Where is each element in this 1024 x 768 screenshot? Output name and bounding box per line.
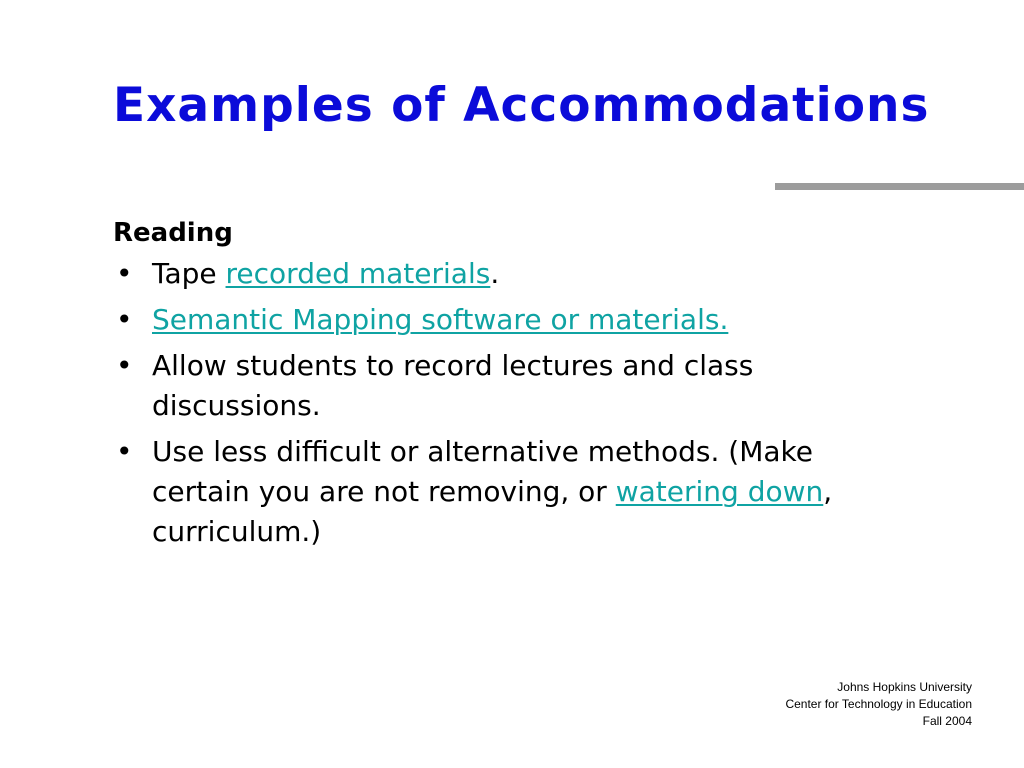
bullet-text: curriculum.) [152, 515, 322, 548]
bullet-text: Allow students to record lectures and class [152, 349, 754, 382]
footer [785, 679, 972, 730]
footer-date: Fall 2004 [922, 714, 972, 728]
list-item [113, 254, 973, 294]
bullet-text: , [823, 475, 833, 508]
list-item [113, 300, 973, 340]
section-heading: Reading [113, 218, 233, 248]
bullet-icon: • [116, 303, 133, 336]
slide-title: Examples of Accommodations [113, 78, 930, 133]
footer-center: Center for Technology in Education [785, 697, 972, 711]
bullet-text: discussions. [152, 389, 321, 422]
slide-content [113, 214, 973, 558]
bullet-icon: • [116, 349, 133, 382]
semantic-mapping-link[interactable]: Semantic Mapping software or materials. [152, 303, 729, 336]
footer-institution: Johns Hopkins University [837, 680, 972, 694]
bullet-text: Tape [152, 257, 226, 290]
bullet-icon: • [116, 257, 133, 290]
recorded-materials-link[interactable]: recorded materials [225, 257, 491, 290]
title-divider [775, 183, 1024, 190]
list-item [113, 346, 973, 426]
bullet-text: Use less difficult or alternative methods. (Make [152, 435, 813, 468]
bullet-list [113, 254, 973, 552]
watering-down-link[interactable]: watering down [615, 475, 824, 508]
bullet-text: certain you are not removing, or [152, 475, 616, 508]
list-item [113, 432, 973, 552]
bullet-icon: • [116, 435, 133, 468]
bullet-text: . [490, 257, 500, 290]
